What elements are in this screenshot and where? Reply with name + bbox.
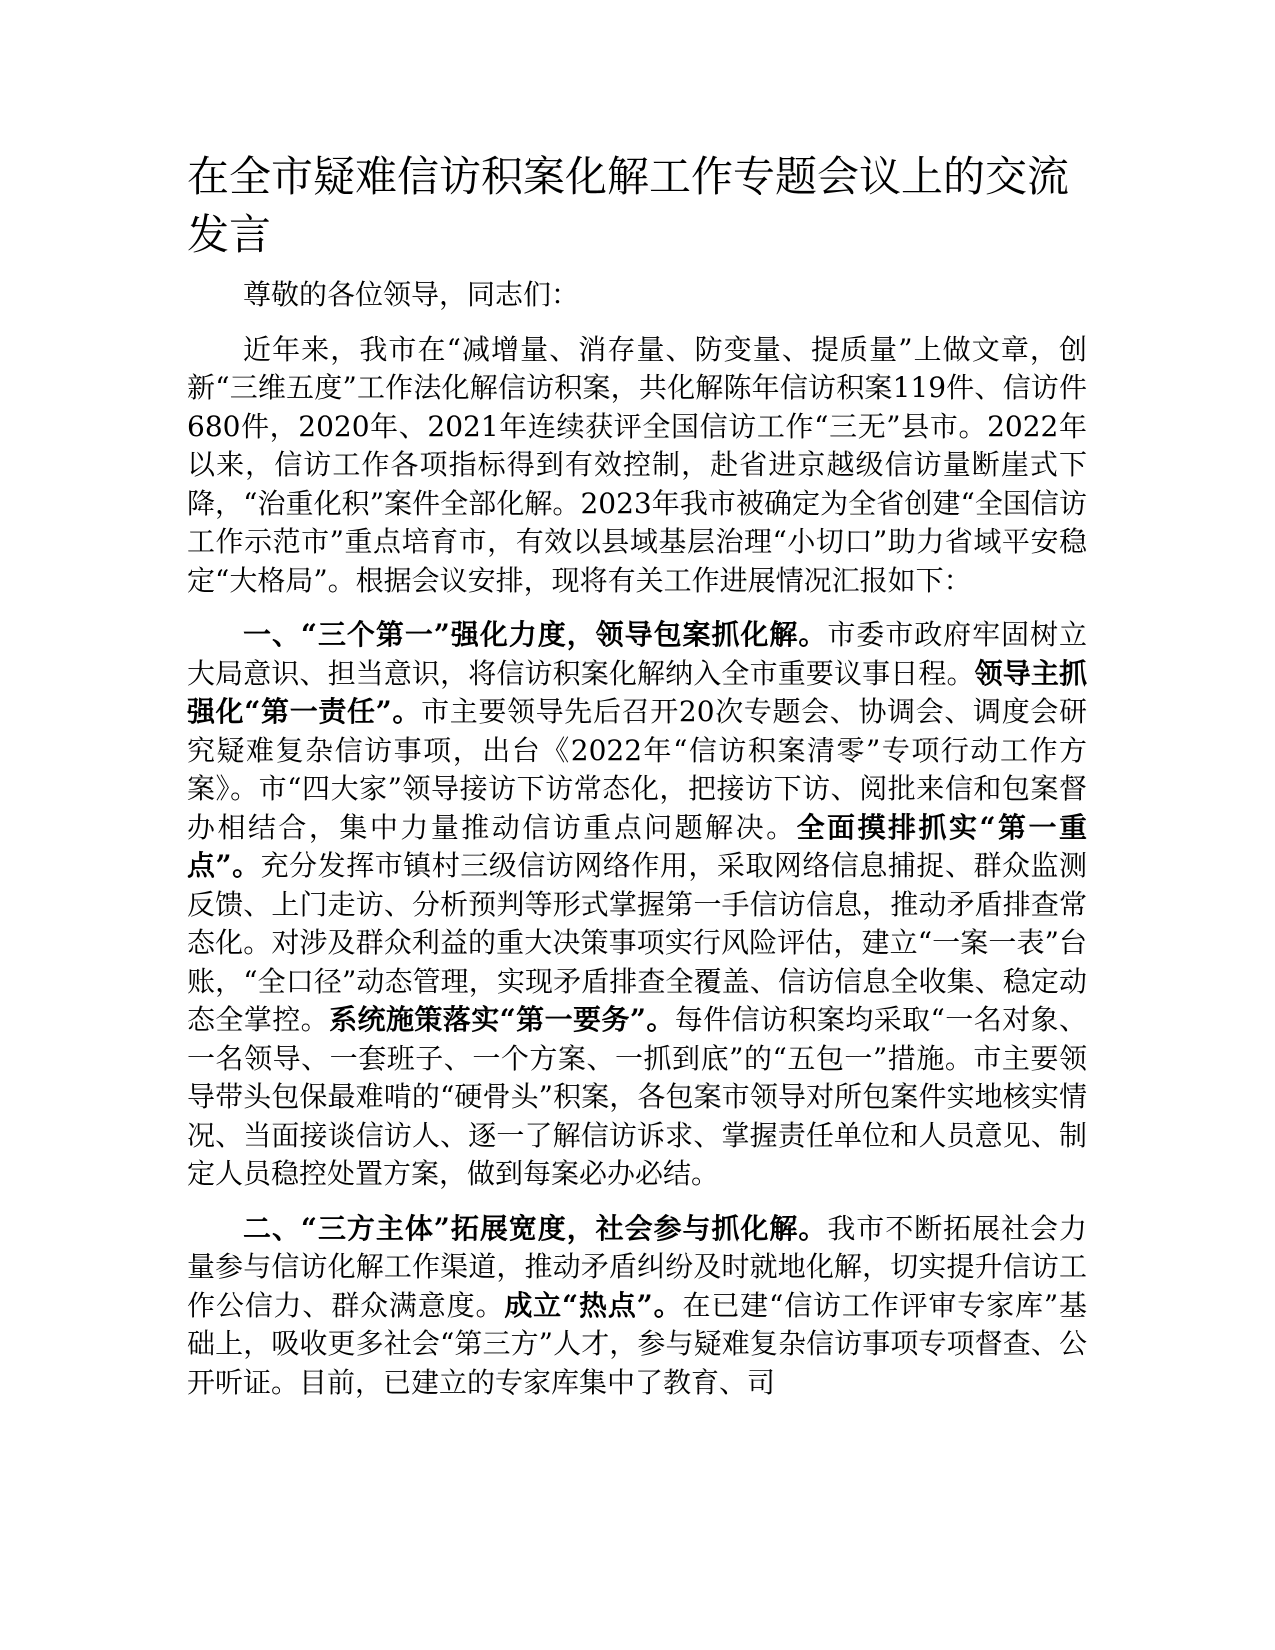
section-2-paragraph [187, 1210, 1087, 1403]
section-1-subheading-2: 全面摸排抓实“第一重点”。 [187, 810, 1087, 882]
section-2-text-1: 我市不断拓展社会力量参与信访化解工作渠道，推动矛盾纠纷及时就地化解，切实提升信访工作公信力、群众满意度。 [187, 1211, 1087, 1322]
section-1-heading: 一、“三个第一”强化力度，领导包案抓化解。 [243, 618, 828, 651]
section-1-subheading-1: 领导主抓强化“第一责任”。 [187, 656, 1087, 728]
section-1-subheading-3: 系统施策落实“第一要务”。 [329, 1003, 675, 1036]
section-1-text-4: 每件信访积案均采取“一名对象、一名领导、一套班子、一个方案、一抓到底”的“五包一”措施。市主要领导带头包保最难啃的“硬骨头”积案，各包案市领导对所包案件实地核实情况、当面接谈信访人、逐一了解信访诉求、掌握责任单位和人员意见、制定人员稳控处置方案，做到每案必办必结。 [187, 1003, 1087, 1190]
section-2-subheading-1: 成立“热点”。 [504, 1288, 683, 1322]
section-1-text-2: 市主要领导先后召开20次专题会、协调会、调度会研究疑难复杂信访事项，出台《2022年“信访积案清零”专项行动工作方案》。市“四大家”领导接访下访常态化，把接访下访、阅批来信和包案督办相结合，集中力量推动信访重点问题解决。 [187, 695, 1087, 844]
section-2-heading: 二、“三方主体”拓展宽度，社会参与抓化解。 [243, 1211, 828, 1245]
section-1-text-1: 市委市政府牢固树立大局意识、担当意识，将信访积案化解纳入全市重要议事日程。 [187, 618, 1087, 690]
document-title: 在全市疑难信访积案化解工作专题会议上的交流发言 [187, 152, 1070, 259]
salutation: 尊敬的各位领导，同志们： [243, 278, 580, 311]
intro-paragraph: 近年来，我市在“减增量、消存量、防变量、提质量”上做文章，创新“三维五度”工作法化解信访积案，共化解陈年信访积案119件、信访件680件，2020年、2021年连续获评全国信访工作“三无”县市。2022年以来，信访工作各项指标得到有效控制，赴省进京越级信访量断崖式下降，“治重化积”案件全部化解。2023年我市被确定为全省创建“全国信访工作示范市”重点培育市，有效以县域基层治理“小切口”助力省域平安稳定“大格局”。根据会议安排，现将有关工作进展情况汇报如下： [187, 332, 1087, 597]
section-1-paragraph [187, 616, 1087, 1194]
section-1-text-3: 充分发挥市镇村三级信访网络作用，采取网络信息捕捉、群众监测反馈、上门走访、分析预判等形式掌握第一手信访信息，推动矛盾排查常态化。对涉及群众利益的重大决策事项实行风险评估，建立“一案一表”台账，“全口径”动态管理，实现矛盾排查全覆盖、信访信息全收集、稳定动态全掌控。 [187, 849, 1087, 1036]
document-body [187, 276, 1087, 1418]
section-2-text-2: 在已建“信访工作评审专家库”基础上，吸收更多社会“第三方”人才，参与疑难复杂信访事项专项督查、公开听证。目前，已建立的专家库集中了教育、司 [187, 1288, 1087, 1399]
